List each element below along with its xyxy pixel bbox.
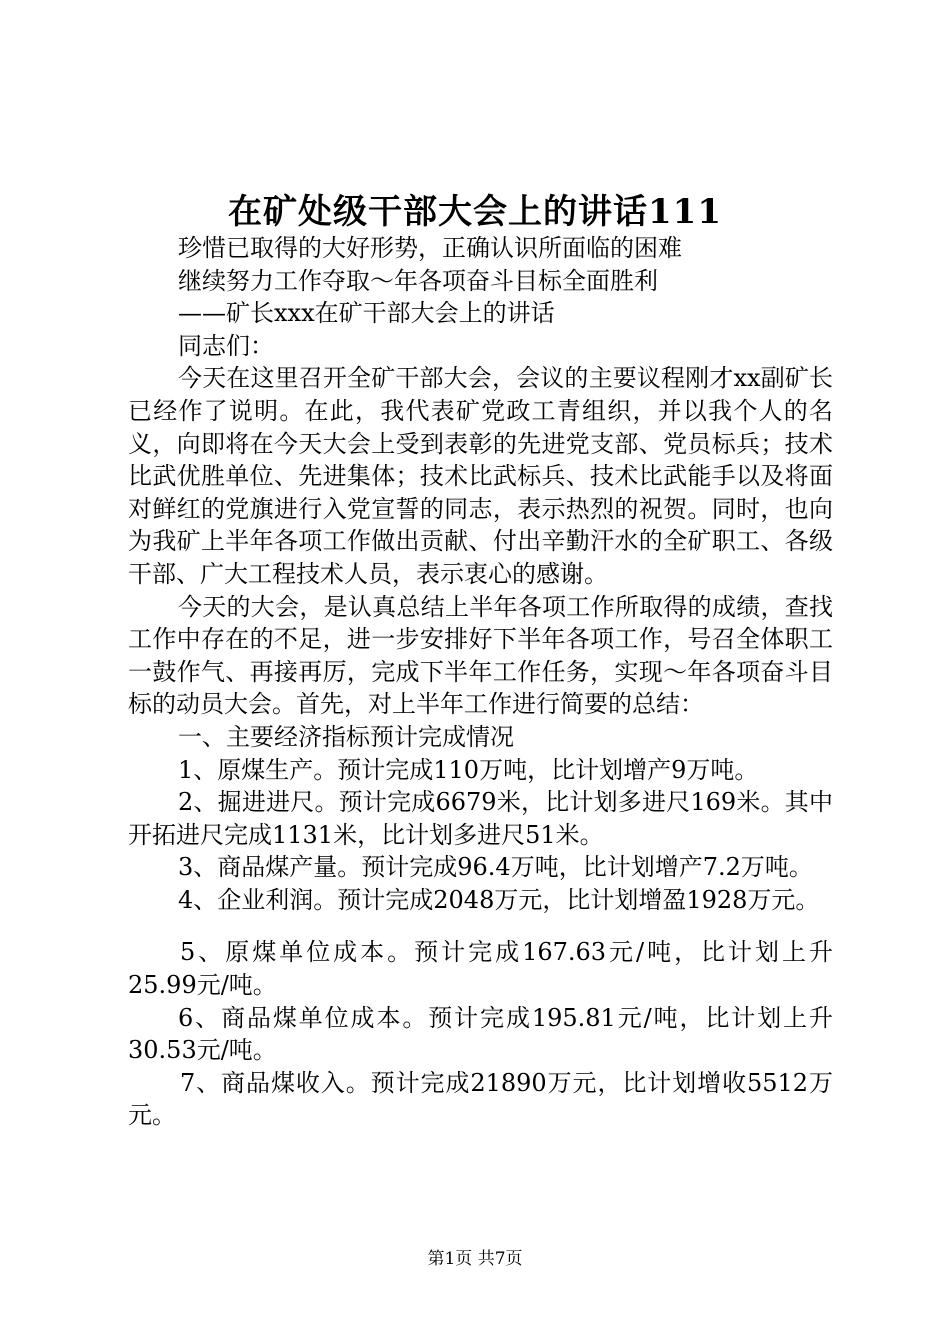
paragraph-gap — [128, 916, 833, 936]
section-heading: 一、主要经济指标预计完成情况 — [178, 722, 514, 751]
document-title: 在矿处级干部大会上的讲话111 — [228, 192, 722, 232]
list-item-tunneling: 2、掘进进尺。预计完成6679米，比计划多进尺169米。其中开拓进尺完成1131米，比计划多进尺51米。 — [128, 788, 833, 849]
page-footer: 第1页 共7页 — [427, 1249, 523, 1269]
subtitle-line-1: 珍惜已取得的大好形势，正确认识所面临的困难 — [178, 234, 682, 262]
list-item-commercial-coal-revenue: 7、商品煤收入。预计完成21890万元，比计划增收5512万元。 — [128, 1068, 833, 1130]
list-item-raw-coal-cost: 5、原煤单位成本。预计完成167.63元/吨，比计划上升25.99元/吨。 — [128, 938, 833, 1000]
salutation: 同志们： — [178, 331, 274, 360]
paragraph-meeting-purpose: 今天的大会，是认真总结上半年各项工作所取得的成绩，查找工作中存在的不足，进一步安排好下半年各项工作，号召全体职工一鼓作气、再接再厉，完成下半年工作任务，实现～年各项奋斗目标的动员大会。首先，对上半年工作进行简要的总结： — [128, 592, 833, 719]
list-item-commercial-coal-cost: 6、商品煤单位成本。预计完成195.81元/吨，比计划上升30.53元/吨。 — [128, 1003, 833, 1065]
paragraph-opening: 今天在这里召开全矿干部大会，会议的主要议程刚才xx副矿长已经作了说明。在此，我代表矿党政工青组织，并以我个人的名义，向即将在今天大会上受到表彰的先进党支部、党员标兵；技术比武优胜单位、先进集体；技术比武标兵、技术比武能手以及将面对鲜红的党旗进行入党宣誓的同志，表示热烈的祝贺。同时，也向为我矿上半年各项工作做出贡献、付出辛勤汗水的全矿职工、各级干部、广大工程技术人员，表示衷心的感谢。 — [128, 364, 833, 588]
speaker-line: ——矿长xxx在矿干部大会上的讲话 — [178, 299, 555, 328]
list-item-commercial-coal-output: 3、商品煤产量。预计完成96.4万吨，比计划增产7.2万吨。 — [178, 853, 813, 882]
document-body — [128, 232, 833, 1132]
list-item-profit: 4、企业利润。预计完成2048万元，比计划增盈1928万元。 — [178, 885, 820, 914]
subtitle-line-2: 继续努力工作夺取～年各项奋斗目标全面胜利 — [178, 266, 658, 295]
list-item-raw-coal: 1、原煤生产。预计完成110万吨，比计划增产9万吨。 — [178, 755, 759, 784]
